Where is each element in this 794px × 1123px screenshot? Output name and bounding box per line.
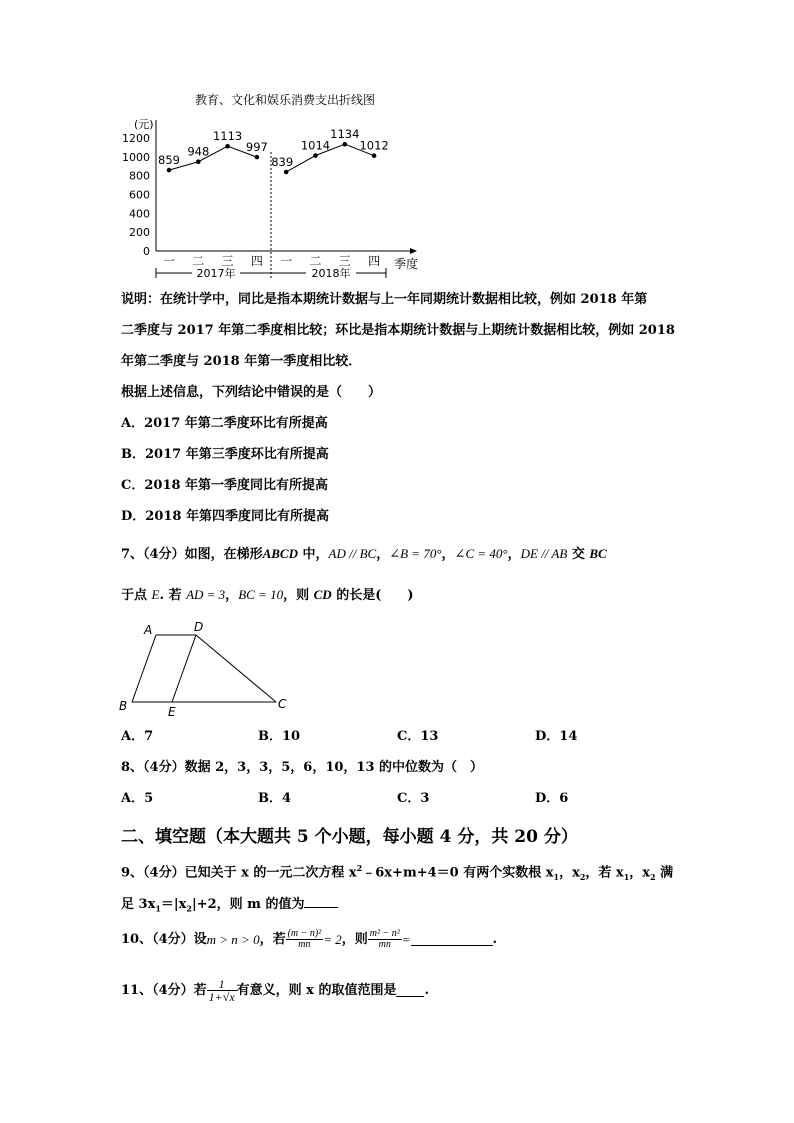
q8-option-d: D．6 bbox=[535, 791, 569, 806]
y-tick-label: 400 bbox=[129, 207, 150, 221]
trapezoid-figure bbox=[114, 618, 304, 718]
data-point bbox=[313, 153, 318, 158]
x-axis-arrow bbox=[410, 248, 417, 254]
segment-dc bbox=[196, 635, 276, 702]
y-tick-label: 800 bbox=[129, 169, 150, 183]
q7-line-1: 7、（4分）如图，在梯形ABCD 中，AD // BC，∠B = 70°，∠C = 40°，DE // AB 交 BC bbox=[121, 546, 607, 562]
x-axis-label: 季度 bbox=[394, 257, 419, 271]
data-point bbox=[255, 155, 260, 160]
q9-line-2: 足 $3x_1=|x_2|+2$，则 m 的值为 bbox=[121, 895, 338, 913]
q6-option-d: D．2018 年第四季度同比有所提高 bbox=[121, 509, 329, 524]
q6-option-b: B．2017 年第三季度环比有所提高 bbox=[121, 447, 329, 462]
note-line-3: 年第二季度与 2018 年第一季度相比较． bbox=[121, 354, 362, 369]
point-b-label: B bbox=[119, 699, 128, 713]
data-label: 997 bbox=[245, 140, 268, 155]
point-d-label: D bbox=[194, 620, 204, 634]
point-e-label: E bbox=[168, 705, 176, 718]
year-label-2018: 2018年 bbox=[311, 267, 351, 280]
y-tick-label: 1000 bbox=[122, 150, 150, 164]
x-tick-label: 三 bbox=[221, 254, 234, 268]
x-tick-label: 一 bbox=[280, 254, 293, 268]
x-tick-label: 四 bbox=[250, 254, 263, 268]
data-label: 1134 bbox=[330, 127, 360, 142]
data-point bbox=[167, 168, 172, 173]
q6-option-a: A．2017 年第二季度环比有所提高 bbox=[121, 416, 328, 431]
x-tick-label: 三 bbox=[338, 254, 351, 268]
data-label: 859 bbox=[158, 153, 180, 168]
data-label: 1113 bbox=[212, 129, 243, 144]
note-line-2: 二季度与 2017 年第二季度相比较；环比是指本期统计数据与上期统计数据相比较，例如 2018 bbox=[121, 323, 675, 338]
q8-option-a: A．5 bbox=[121, 791, 154, 806]
line-chart bbox=[110, 88, 440, 288]
q7-option-a: A．7 bbox=[121, 729, 154, 744]
y-tick-label: 1200 bbox=[122, 132, 150, 145]
data-point bbox=[225, 144, 230, 149]
q11-fraction: $\frac{1}{1+√x}$ bbox=[208, 976, 235, 1004]
q7-line-2: 于点 E. 若 AD = 3，BC = 10，则 CD 的长是( ) bbox=[121, 587, 414, 603]
data-point bbox=[196, 159, 201, 164]
q11-answer-blank[interactable] bbox=[396, 984, 424, 997]
q10-fraction-1: $\frac{\text{(m − n)²}}{mn}$ bbox=[287, 927, 322, 950]
data-label: 948 bbox=[187, 144, 210, 159]
q11-line: 11、（4分）若 $\frac{1}{1+√x}$ 有意义，则 x 的取值范围是 . bbox=[121, 976, 429, 1004]
y-tick-label: 200 bbox=[129, 226, 150, 240]
y-axis-unit: (元) bbox=[134, 118, 154, 131]
data-point bbox=[372, 153, 377, 158]
q7-option-c: C．13 bbox=[397, 729, 439, 744]
y-tick-label: 0 bbox=[143, 245, 150, 258]
q9-line-1: 9、（4分）已知关于 x 的一元二次方程 $x^2﹣6x+m+4=0$ 有两个实数根 $x_1$，$x_2$，若 $x_1$，$x_2$ 满 bbox=[121, 863, 674, 882]
q10-fraction-2: $\frac{\text{m² − n²}}{mn}$ bbox=[369, 927, 400, 950]
q6-option-c: C．2018 年第一季度同比有所提高 bbox=[121, 478, 329, 493]
q9-answer-blank[interactable] bbox=[304, 895, 338, 908]
data-label: 1012 bbox=[359, 138, 389, 153]
q8-stem: 8、（4分）数据 2，3，3，5，6，10，13 的中位数为（ ） bbox=[121, 760, 484, 775]
note-line-1: 说明：在统计学中，同比是指本期统计数据与上一年同期统计数据相比较，例如 2018 年第 bbox=[121, 292, 648, 307]
x-tick-label: 四 bbox=[368, 254, 381, 268]
x-tick-label: 二 bbox=[309, 254, 322, 268]
q10-line: 10、（4分）设 m > n > 0 ，若 $\frac{\text{(m − n)²}}{mn}$ = 2 ，则 $\frac{\text{m² − n²}}{mn}$ = . bbox=[121, 927, 498, 950]
q8-option-b: B．4 bbox=[258, 791, 292, 806]
segment-ab bbox=[132, 635, 156, 702]
section-2-heading: 二、填空题（本大题共 5 个小题，每小题 4 分，共 20 分） bbox=[121, 827, 578, 847]
q7-option-b: B．10 bbox=[258, 729, 301, 744]
y-tick-label: 600 bbox=[129, 188, 150, 202]
segment-de bbox=[172, 635, 196, 702]
year-label-2017: 2017年 bbox=[196, 267, 236, 280]
point-a-label: A bbox=[144, 623, 153, 637]
data-point bbox=[284, 170, 289, 175]
x-tick-label: 一 bbox=[162, 254, 176, 268]
point-c-label: C bbox=[278, 697, 287, 711]
q8-option-c: C．3 bbox=[397, 791, 430, 806]
data-label: 1014 bbox=[300, 138, 331, 153]
chart-title: 教育、文化和娱乐消费支出折线图 bbox=[194, 93, 376, 107]
data-label: 839 bbox=[271, 154, 294, 169]
q7-option-d: D．14 bbox=[535, 729, 578, 744]
data-point bbox=[343, 142, 348, 147]
x-tick-label: 二 bbox=[192, 254, 205, 268]
q10-answer-blank[interactable] bbox=[411, 933, 493, 946]
q6-stem: 根据上述信息，下列结论中错误的是（ ） bbox=[121, 385, 382, 400]
series-line bbox=[169, 146, 257, 170]
